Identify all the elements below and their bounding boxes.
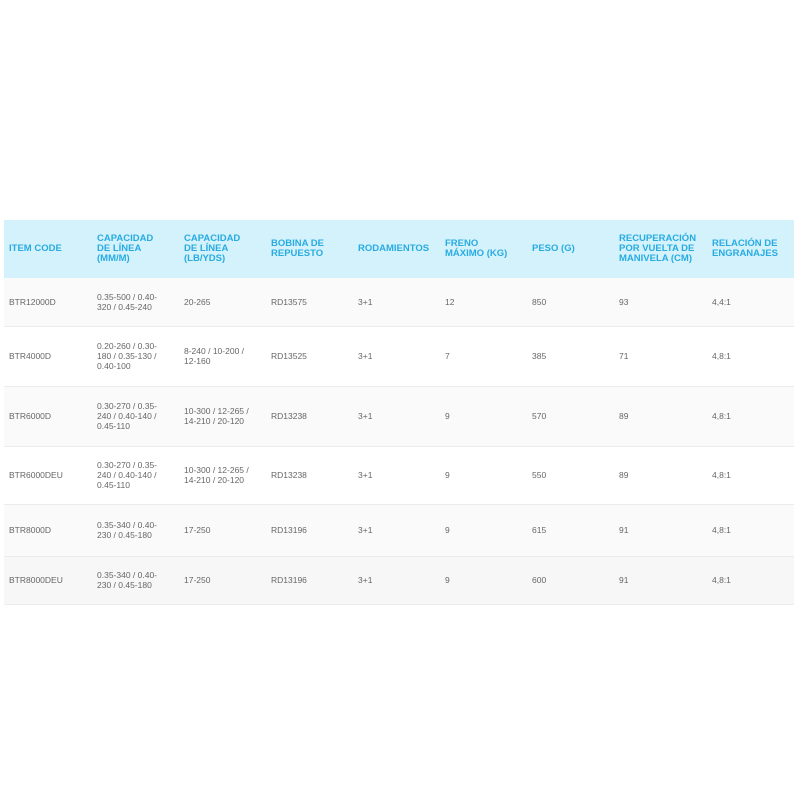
cell-bearings: 3+1 (358, 470, 373, 480)
header-weight: PESO (G) (532, 243, 575, 254)
cell-max-drag: 9 (445, 575, 450, 585)
cell-spare-spool: RD13575 (271, 296, 307, 307)
cell-max-drag: 9 (445, 525, 450, 535)
cell-weight: 600 (532, 575, 547, 585)
cell-gear-ratio: 4,8:1 (712, 525, 731, 535)
cell-weight: 570 (532, 411, 547, 421)
cell-gear-ratio: 4,8:1 (712, 575, 731, 585)
cell-max-drag: 12 (445, 296, 455, 307)
cell-line-capacity-lb: 10-300 / 12-265 / 14-210 / 20-120 (184, 406, 249, 426)
cell-gear-ratio: 4,8:1 (712, 470, 731, 480)
table-header-row (4, 220, 794, 278)
cell-item-code: BTR8000D (9, 525, 52, 535)
cell-item-code: BTR12000D (9, 296, 56, 307)
cell-spare-spool: RD13196 (271, 575, 307, 585)
specifications-table (4, 220, 794, 605)
cell-item-code: BTR6000DEU (9, 470, 63, 480)
table-row (4, 504, 794, 556)
cell-line-capacity-lb: 17-250 (184, 575, 211, 585)
cell-line-capacity-lb: 10-300 / 12-265 / 14-210 / 20-120 (184, 465, 249, 485)
header-gear-ratio: RELACIÓN DE ENGRANAJES (712, 238, 778, 259)
header-spare-spool: BOBINA DE REPUESTO (271, 238, 324, 259)
cell-line-capacity-lb: 20-265 (184, 296, 211, 307)
cell-retrieve-per-turn: 93 (619, 296, 629, 307)
cell-gear-ratio: 4,8:1 (712, 411, 731, 421)
header-line-capacity-mm: CAPACIDAD DE LÍNEA (MM/M) (97, 233, 154, 264)
cell-line-capacity-mm: 0.35-340 / 0.40- 230 / 0.45-180 (97, 520, 158, 540)
table-row (4, 386, 794, 446)
header-max-drag: FRENO MÁXIMO (KG) (445, 238, 508, 259)
header-item-code: ITEM CODE (9, 243, 62, 254)
table-row (4, 326, 794, 386)
cell-weight: 615 (532, 525, 547, 535)
cell-spare-spool: RD13196 (271, 525, 307, 535)
cell-gear-ratio: 4,4:1 (712, 296, 731, 307)
cell-retrieve-per-turn: 91 (619, 575, 629, 585)
cell-spare-spool: RD13238 (271, 411, 307, 421)
cell-line-capacity-mm: 0.20-260 / 0.30- 180 / 0.35-130 / 0.40-100 (97, 341, 158, 371)
cell-line-capacity-mm: 0.30-270 / 0.35- 240 / 0.40-140 / 0.45-110 (97, 401, 158, 431)
cell-line-capacity-mm: 0.35-500 / 0.40- 320 / 0.45-240 (97, 291, 158, 312)
cell-line-capacity-mm: 0.35-340 / 0.40- 230 / 0.45-180 (97, 570, 158, 590)
cell-line-capacity-lb: 17-250 (184, 525, 211, 535)
cell-spare-spool: RD13238 (271, 470, 307, 480)
cell-retrieve-per-turn: 89 (619, 470, 629, 480)
cell-spare-spool: RD13525 (271, 351, 307, 361)
cell-line-capacity-lb: 8-240 / 10-200 / 12-160 (184, 346, 245, 366)
cell-bearings: 3+1 (358, 296, 373, 307)
cell-max-drag: 9 (445, 470, 450, 480)
cell-max-drag: 9 (445, 411, 450, 421)
cell-retrieve-per-turn: 89 (619, 411, 629, 421)
cell-weight: 850 (532, 296, 547, 307)
cell-bearings: 3+1 (358, 351, 373, 361)
cell-bearings: 3+1 (358, 525, 373, 535)
cell-line-capacity-mm: 0.30-270 / 0.35- 240 / 0.40-140 / 0.45-110 (97, 460, 158, 490)
header-line-capacity-lb: CAPACIDAD DE LÍNEA (LB/YDS) (184, 233, 241, 264)
cell-max-drag: 7 (445, 351, 450, 361)
table-row (4, 278, 794, 326)
cell-bearings: 3+1 (358, 411, 373, 421)
cell-item-code: BTR8000DEU (9, 575, 63, 585)
cell-item-code: BTR6000D (9, 411, 52, 421)
cell-retrieve-per-turn: 91 (619, 525, 629, 535)
cell-weight: 550 (532, 470, 547, 480)
table-row (4, 446, 794, 504)
table-row (4, 556, 794, 604)
cell-retrieve-per-turn: 71 (619, 351, 629, 361)
header-retrieve-per-turn: RECUPERACIÓN POR VUELTA DE MANIVELA (CM) (619, 233, 697, 264)
cell-bearings: 3+1 (358, 575, 373, 585)
cell-item-code: BTR4000D (9, 351, 52, 361)
header-bearings: RODAMIENTOS (358, 243, 430, 254)
cell-gear-ratio: 4,8:1 (712, 351, 731, 361)
cell-weight: 385 (532, 351, 547, 361)
